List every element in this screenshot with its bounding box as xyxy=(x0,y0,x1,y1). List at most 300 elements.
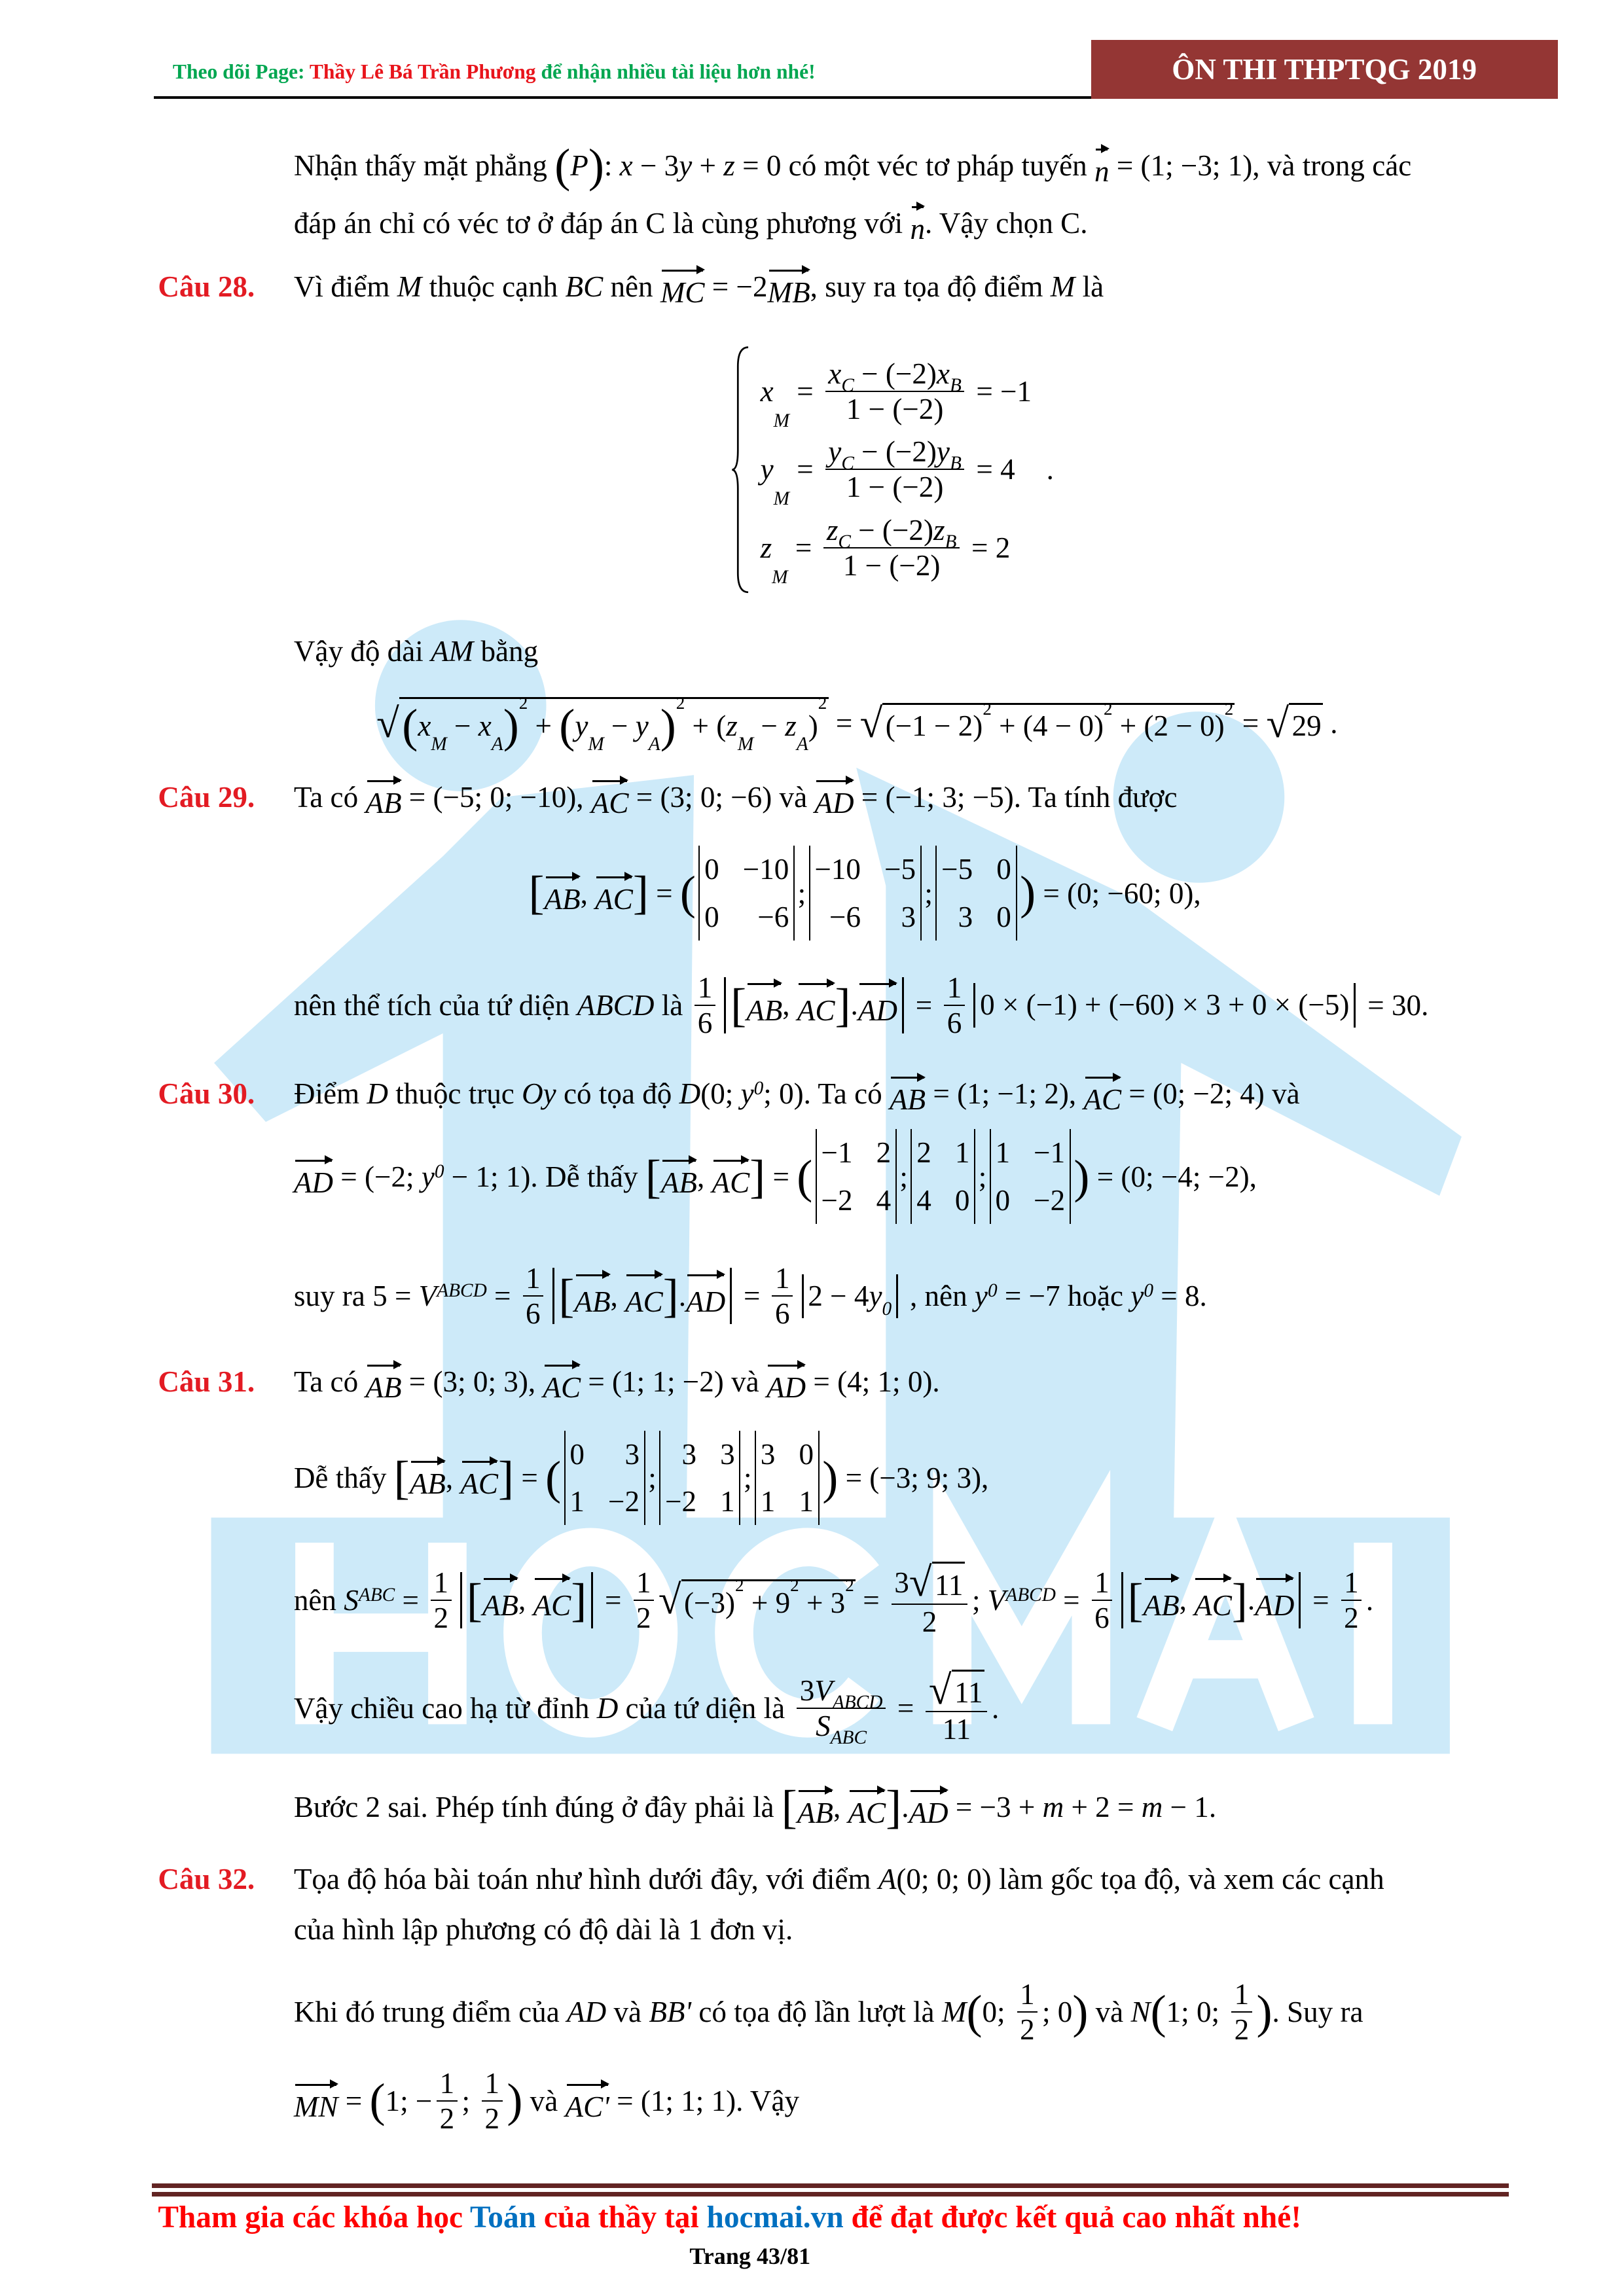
text: . xyxy=(992,1691,1000,1725)
text: 2 xyxy=(439,2102,455,2135)
fraction xyxy=(695,971,715,1040)
subscript: 0 xyxy=(1144,1280,1153,1302)
text: 11 xyxy=(942,1713,971,1746)
bracket: ] xyxy=(886,1780,902,1833)
text: = (1; −1; 2), xyxy=(926,1077,1084,1111)
text: + xyxy=(528,709,560,742)
superscript: 2 xyxy=(1224,698,1234,719)
superscript: 2 xyxy=(676,693,685,713)
vector: MB xyxy=(768,264,810,310)
vector: AB xyxy=(545,870,581,916)
det-cell: −2 xyxy=(608,1484,640,1518)
text: . xyxy=(1365,1583,1374,1617)
text: 2 xyxy=(1234,2013,1250,2047)
math-var: AM xyxy=(431,634,474,668)
vector: AD xyxy=(686,1268,725,1324)
math-var: P xyxy=(570,149,588,182)
determinant xyxy=(911,1129,975,1223)
fraction xyxy=(482,2066,503,2136)
vector: AD xyxy=(814,774,854,820)
fraction xyxy=(825,357,965,426)
bracket: ] xyxy=(498,1451,514,1504)
text: , xyxy=(1179,1583,1195,1617)
text: √ 11 xyxy=(935,1568,964,1602)
math-var: x xyxy=(760,374,774,408)
text: , xyxy=(782,988,797,1022)
text: 3 xyxy=(799,1674,815,1707)
text: = (0; −2; 4) và xyxy=(1121,1077,1300,1111)
text: Nhận thấy mặt phẳng xyxy=(293,149,555,182)
superscript: 2 xyxy=(1104,698,1113,719)
text: 1 xyxy=(1020,1978,1035,2011)
denominator xyxy=(813,1709,870,1748)
text: ; xyxy=(743,1461,752,1494)
superscript: 2 xyxy=(983,698,992,719)
text: + 9 xyxy=(744,1586,791,1619)
det-cell: −10 xyxy=(814,853,861,886)
math-var: y xyxy=(828,435,842,469)
denominator xyxy=(523,1297,544,1331)
determinant xyxy=(809,846,922,940)
text: Khi đó trung điểm của xyxy=(293,1996,568,2029)
det-cell: −2 xyxy=(821,1183,853,1217)
text: , xyxy=(580,876,596,910)
det-cell: −5 xyxy=(884,853,916,886)
radicand xyxy=(1289,703,1323,744)
text: = xyxy=(828,707,860,740)
text: + 2 = xyxy=(1064,1790,1142,1823)
text: có tọa độ lần lượt là xyxy=(691,1996,942,2029)
text: ; 0 xyxy=(1041,1996,1073,2029)
superscript: 2 xyxy=(518,693,528,713)
text: = (0; −4; −2), xyxy=(1089,1160,1257,1193)
footer-rule-bottom xyxy=(152,2192,1509,2197)
text: = 4 xyxy=(969,453,1015,486)
numerator xyxy=(926,1670,987,1712)
text: là xyxy=(1075,270,1104,303)
math-var: V xyxy=(987,1583,1006,1617)
subscript: M xyxy=(431,734,447,755)
text: . xyxy=(850,988,858,1022)
vector: n xyxy=(1094,143,1110,188)
text: Tọa độ hóa bài toán như hình dưới đây, với điểm xyxy=(293,1863,878,1896)
text: . xyxy=(678,1279,687,1312)
text: của hình lập phương có độ dài là 1 đơn vị. xyxy=(293,1912,793,1946)
text: − xyxy=(604,709,636,742)
footer-site-link[interactable]: hocmai.vn xyxy=(706,2200,844,2234)
vector: AB xyxy=(890,1071,926,1117)
text: = xyxy=(890,1691,922,1725)
denominator xyxy=(1231,2013,1252,2047)
math-var: M xyxy=(941,1996,967,2029)
text: = (−5; 0; −10), xyxy=(401,780,591,814)
vector: AC xyxy=(591,774,629,820)
fraction xyxy=(926,1670,987,1746)
square-root xyxy=(376,693,828,755)
header-follow-text xyxy=(173,60,816,84)
numerator xyxy=(1231,1977,1252,2013)
text: = (1; −3; 1), và trong các xyxy=(1109,149,1412,182)
numerator xyxy=(825,435,965,475)
text: . xyxy=(1247,1583,1255,1617)
vector: AB xyxy=(365,1359,401,1405)
text: là xyxy=(654,988,691,1022)
vector: n xyxy=(910,200,925,246)
fraction xyxy=(1092,1566,1113,1635)
text: , xyxy=(445,1461,461,1494)
math-var: D xyxy=(367,1077,388,1111)
bracket: [ xyxy=(731,978,747,1031)
bracket: ( xyxy=(554,139,571,192)
bracket: ) xyxy=(660,699,676,752)
math-var: m xyxy=(1141,1790,1163,1823)
text: 2 xyxy=(1344,1601,1359,1634)
text: = xyxy=(908,988,940,1022)
bracket: ( xyxy=(797,1150,813,1203)
bracket: ) xyxy=(1020,867,1036,920)
text: 1 xyxy=(636,1566,651,1599)
text: = (4; 1; 0). xyxy=(806,1365,940,1399)
vector: AB xyxy=(482,1572,518,1628)
footer-rule-top xyxy=(152,2183,1509,2188)
text: nên thể tích của tứ diện xyxy=(293,988,577,1022)
subscript: C xyxy=(841,374,854,396)
math-var: S xyxy=(344,1583,359,1617)
denominator xyxy=(634,1601,655,1635)
text: Vì điểm xyxy=(293,270,397,303)
subscript: ABC xyxy=(830,1727,867,1748)
text: = xyxy=(1235,707,1267,740)
follow-prefix: Theo dõi Page: xyxy=(172,60,310,84)
vector: AC xyxy=(797,977,835,1033)
bracket: ) xyxy=(1072,1986,1089,2039)
det-cell: 3 xyxy=(624,1437,640,1471)
text: 1 xyxy=(484,2066,500,2100)
radicand xyxy=(952,1670,984,1711)
math-var: y xyxy=(740,1077,754,1111)
det-cell: 1 xyxy=(569,1484,585,1518)
text: = xyxy=(486,1280,518,1313)
text: , xyxy=(610,1279,626,1312)
math-var: z xyxy=(785,709,797,742)
vector: AC xyxy=(1194,1572,1232,1628)
bracket: [ xyxy=(466,1573,482,1626)
fraction xyxy=(797,1674,886,1748)
text: . xyxy=(901,1790,909,1823)
det-cell: −10 xyxy=(742,853,789,886)
math-var: z xyxy=(726,709,738,742)
bracket: ] xyxy=(571,1573,587,1626)
text: đáp án chỉ có véc tơ ở đáp án C là cùng phương với xyxy=(293,206,911,240)
numerator xyxy=(431,1566,452,1601)
subscript: M xyxy=(773,488,790,510)
text: ; xyxy=(797,876,806,910)
text: = (1; 1; 1). Vậy xyxy=(609,2084,800,2117)
header-badge-text: ÔN THI THPTQG 2019 xyxy=(1172,53,1477,86)
vector: AD xyxy=(294,1154,333,1200)
text: − xyxy=(753,709,785,742)
vector: AB xyxy=(574,1268,610,1324)
text: 2 xyxy=(636,1601,651,1634)
numerator xyxy=(797,1674,886,1713)
numerator xyxy=(944,971,965,1006)
numerator xyxy=(1092,1566,1113,1601)
text: 2 xyxy=(433,1601,449,1634)
bracket: ] xyxy=(662,1270,679,1323)
absolute-value xyxy=(1121,1572,1301,1628)
subscript: ABCD xyxy=(437,1280,487,1302)
denominator xyxy=(437,2102,458,2136)
text: (0; xyxy=(700,1077,741,1111)
denominator xyxy=(482,2102,503,2136)
text: = xyxy=(1305,1583,1337,1617)
math-var: z xyxy=(826,513,839,547)
math-var: AD xyxy=(567,1996,607,2029)
text: 1 xyxy=(439,2066,455,2100)
bracket: ] xyxy=(632,867,649,920)
bracket: √ ( xyxy=(402,699,418,752)
vector: AC xyxy=(712,1154,750,1200)
text: ; xyxy=(978,1160,987,1193)
det-cell: 0 xyxy=(704,853,719,886)
determinant xyxy=(935,846,1017,940)
footer-text: của thầy tại xyxy=(536,2200,707,2234)
left-brace-icon xyxy=(731,344,751,595)
det-cell: 3 xyxy=(681,1437,697,1471)
bracket: ( xyxy=(559,699,575,752)
numerator xyxy=(892,1562,967,1604)
vector: AD xyxy=(1255,1572,1294,1628)
det-cell: −1 xyxy=(1034,1136,1066,1170)
text: ; xyxy=(971,1583,988,1617)
text: 0; xyxy=(982,1996,1013,2029)
superscript: 2 xyxy=(790,1575,799,1596)
subscript: ABC xyxy=(358,1584,395,1605)
fraction xyxy=(1017,1977,1038,2047)
bracket: ) xyxy=(507,2074,523,2127)
math-var: x xyxy=(418,709,431,742)
subscript: ABCD xyxy=(1005,1584,1056,1605)
det-cell: −1 xyxy=(821,1136,853,1170)
math-var: Oy xyxy=(522,1077,556,1111)
text: = −1 xyxy=(969,374,1032,408)
math-var: y xyxy=(421,1160,435,1193)
bracket: [ xyxy=(1127,1573,1144,1626)
text: Điểm xyxy=(293,1077,367,1111)
subscript: 0 xyxy=(882,1299,892,1320)
fraction xyxy=(523,1261,544,1331)
math-var: y xyxy=(760,453,774,486)
text: ; xyxy=(899,1160,908,1193)
text: = −7 hoặc xyxy=(997,1280,1131,1313)
text: 1; − xyxy=(385,2084,433,2117)
text: = xyxy=(597,1583,629,1617)
vector: AC xyxy=(848,1784,886,1830)
math-var: x xyxy=(478,709,492,742)
text: . xyxy=(1032,453,1054,486)
text: 1 xyxy=(1234,1978,1250,2011)
fraction xyxy=(772,1261,793,1331)
system-row xyxy=(760,357,1032,431)
subscript: M xyxy=(737,734,754,755)
determinant xyxy=(698,846,795,940)
text: = 30. xyxy=(1360,988,1429,1022)
fraction xyxy=(634,1566,655,1635)
text: thuộc trục xyxy=(388,1077,522,1111)
denominator xyxy=(939,1712,973,1746)
vector: AD xyxy=(909,1784,948,1830)
fraction xyxy=(1341,1566,1362,1635)
vector: AC xyxy=(460,1455,498,1501)
text: = xyxy=(765,1160,797,1193)
numerator xyxy=(1017,1977,1038,2013)
text: . Suy ra xyxy=(1272,1996,1363,2029)
absolute-value xyxy=(460,1572,593,1628)
subscript: M xyxy=(588,734,604,755)
text: , suy ra tọa độ điểm xyxy=(810,270,1051,303)
square-root xyxy=(860,698,1235,744)
numerator xyxy=(634,1566,655,1601)
math-var: V xyxy=(814,1674,833,1707)
math-var: y xyxy=(974,1280,988,1313)
numerator xyxy=(772,1261,793,1297)
text: ) xyxy=(808,709,818,742)
vector: AB xyxy=(1144,1572,1180,1628)
vector: AC xyxy=(595,870,633,916)
text: = xyxy=(338,2084,370,2117)
bracket: ) xyxy=(503,699,519,752)
text: 1 xyxy=(774,1262,790,1295)
question-label-text: Câu 31. xyxy=(158,1365,255,1399)
det-cell: 0 xyxy=(799,1437,814,1471)
bracket: [ xyxy=(393,1451,410,1504)
math-var: BB' xyxy=(649,1996,692,2029)
follow-page-name[interactable]: Thầy Lê Bá Trần Phương xyxy=(309,60,536,84)
vector: AD xyxy=(767,1359,806,1405)
subscript: A xyxy=(796,734,808,755)
det-cell: 3 xyxy=(760,1437,776,1471)
det-cell: −2 xyxy=(1034,1183,1066,1217)
text: và xyxy=(1088,1996,1131,2029)
det-cell: 1 xyxy=(954,1136,970,1170)
text: = xyxy=(789,453,821,486)
numerator xyxy=(825,357,965,396)
absolute-value xyxy=(973,983,1356,1028)
math-var: y xyxy=(679,149,693,182)
numerator xyxy=(523,1261,544,1297)
text: (0; 0; 0) làm gốc tọa độ, và xem các cạnh xyxy=(896,1863,1384,1896)
det-cell: 0 xyxy=(704,900,719,933)
text: 6 xyxy=(774,1297,790,1331)
header-rule xyxy=(154,96,1091,99)
math-var: D xyxy=(596,1691,619,1725)
subscript: B xyxy=(945,531,957,552)
det-cell: −6 xyxy=(757,900,789,933)
fraction xyxy=(437,2066,458,2136)
text: = xyxy=(514,1461,546,1494)
text: = 2 xyxy=(964,531,1011,564)
text: 1 xyxy=(1344,1566,1359,1599)
det-cell: 0 xyxy=(996,900,1011,933)
text: của tứ diện là xyxy=(618,1691,793,1725)
math-var: x xyxy=(936,357,950,390)
text: . xyxy=(1322,707,1338,740)
page-number: Trang 43/81 xyxy=(689,2243,811,2270)
bracket: ( xyxy=(545,1451,562,1504)
math-var: S xyxy=(816,1709,831,1742)
question-label-text: Câu 29. xyxy=(158,780,255,814)
text: = 8. xyxy=(1153,1280,1207,1313)
text: = −3 + xyxy=(948,1790,1043,1823)
text: − 3 xyxy=(632,149,679,182)
vector: AC' xyxy=(566,2078,609,2124)
numerator xyxy=(695,971,715,1006)
text: 1 xyxy=(697,971,713,1004)
fraction xyxy=(1231,1977,1252,2047)
det-cell: −2 xyxy=(665,1484,697,1518)
bracket: ) xyxy=(588,139,604,192)
text: 2 xyxy=(1020,2013,1035,2047)
vector: AB xyxy=(746,977,782,1033)
text: − 1; 1). Dễ thấy xyxy=(444,1160,645,1193)
det-cell: 0 xyxy=(954,1183,970,1217)
text: thuộc cạnh xyxy=(422,270,566,303)
denominator xyxy=(944,1006,965,1040)
text: − (−2) xyxy=(854,435,937,469)
text: 1 xyxy=(947,971,962,1004)
text: ; 0). Ta có xyxy=(763,1077,890,1111)
bracket: ] xyxy=(835,978,851,1031)
math-var: x xyxy=(828,357,842,390)
math-var: y xyxy=(936,435,950,469)
bracket: ) xyxy=(1256,1986,1272,2039)
bracket: [ xyxy=(645,1150,661,1203)
text: Vậy chiều cao hạ từ đỉnh xyxy=(293,1691,597,1725)
vector: AC xyxy=(1083,1071,1121,1117)
text: Bước 2 sai. Phép tính đúng ở đây phải là xyxy=(293,1790,782,1823)
det-cell: 3 xyxy=(901,900,916,933)
bracket: ] xyxy=(1231,1573,1248,1626)
text: 1 xyxy=(1094,1566,1110,1599)
text: Ta có xyxy=(293,780,366,814)
det-cell: 1 xyxy=(995,1136,1011,1170)
det-cell: 0 xyxy=(569,1437,585,1471)
text: = (−1; 3; −5). Ta tính được xyxy=(854,780,1178,814)
subscript: M xyxy=(773,410,790,431)
vector: AC xyxy=(625,1268,663,1324)
text: √ (−3) xyxy=(684,1586,736,1619)
text: + (4 − 0) xyxy=(991,709,1104,742)
math-var: z xyxy=(723,149,735,182)
text: = xyxy=(1055,1583,1087,1617)
math-var: y xyxy=(1130,1280,1144,1313)
superscript: 2 xyxy=(818,693,827,713)
det-cell: 0 xyxy=(996,853,1011,886)
footer-text: Tham gia các khóa học xyxy=(158,2200,471,2234)
math-var: M xyxy=(397,270,422,303)
denominator xyxy=(1092,1601,1113,1635)
bracket: ] xyxy=(749,1150,766,1203)
math-var: y xyxy=(869,1279,882,1312)
denominator xyxy=(772,1297,793,1331)
text: = xyxy=(736,1280,768,1313)
system-row xyxy=(760,513,1032,588)
det-cell: 4 xyxy=(876,1183,892,1217)
radicand xyxy=(399,693,829,755)
bracket: ( xyxy=(966,1986,983,2039)
math-var: A xyxy=(878,1863,897,1896)
denominator xyxy=(695,1006,715,1040)
